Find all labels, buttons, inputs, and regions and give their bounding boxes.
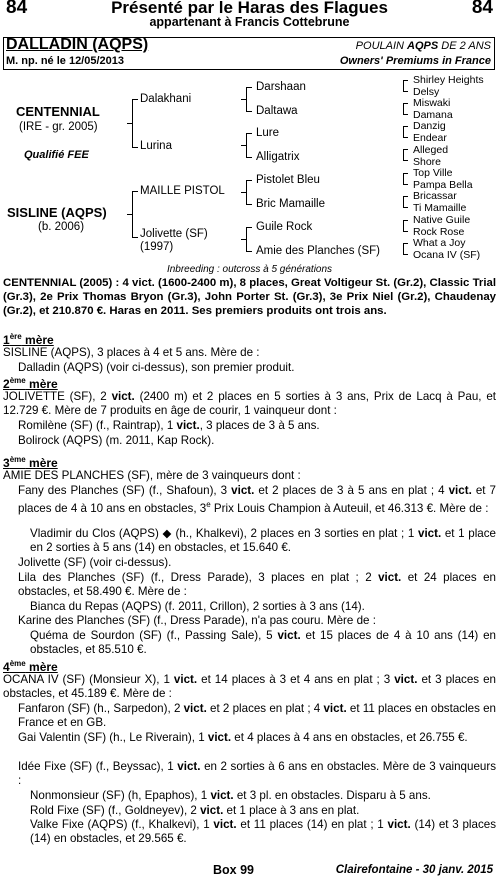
- bracket-tick: [241, 239, 246, 240]
- ped-g1-3: MAILLE PISTOL: [140, 185, 225, 197]
- bracket-g3: [403, 149, 408, 161]
- ped-g2-4: Alligatrix: [256, 151, 300, 163]
- ped-g3-7: Alleged: [413, 144, 449, 156]
- lot-number-right: 84: [471, 0, 493, 18]
- ped-g3-2: Delsy: [413, 86, 440, 98]
- box-number: Box 99: [213, 863, 254, 877]
- section-third-dam: 3ème mère: [3, 455, 58, 470]
- ped-g3-9: Top Ville: [413, 167, 453, 179]
- dam3-produce-1: Fany des Planches (SF) (f., Shafoun), 3 vict. et 2 places de 3 à 5 ans en plat ; 4 vict. et 7 places de 4 à 10 ans en obstacles, 3e Prix Louis Champion à Auteuil, et 46.313 €. Mère de :: [18, 484, 496, 516]
- ped-g3-3: Miswaki: [413, 97, 451, 109]
- dam3-produce-2: Jolivette (SF) (voir ci-dessus).: [18, 556, 172, 569]
- inbreeding-note: Inbreeding : outcross à 5 générations: [166, 264, 333, 275]
- bracket-g3: [403, 196, 408, 208]
- bracket-g3: [403, 80, 408, 92]
- dam2-line: JOLIVETTE (SF), 2 vict. (2400 m) et 2 places en 5 sorties à 3 ans, Prix de Lacq à Pau, et 12.729 €. Mère de 7 produits en âge de courir, 1 vainqueur dont :: [3, 390, 496, 418]
- bracket-g2: [246, 87, 252, 112]
- dam4-produce-2: Gai Valentin (SF) (h., Le Riverain), 1 vict. et 4 places à 4 ans en obstacles, et 26.755 €.: [18, 731, 468, 744]
- dam3-produce-4a: Quéma de Sourdon (SF) (f., Passing Sale), 5 vict. et 15 places de 4 à 10 ans (14) en obstacles, et 85.510 €.: [30, 629, 496, 657]
- section-second-dam: 2ème mère: [3, 376, 58, 391]
- consignor-title: Présenté par le Haras des Flagues: [111, 0, 388, 17]
- dam3-produce-3a: Bianca du Repas (AQPS) (f. 2011, Crillon), 2 sorties à 3 ans (14).: [30, 600, 365, 613]
- owners-premiums: Owners' Premiums in France: [339, 55, 491, 67]
- bracket-g3: [403, 173, 408, 185]
- bracket-g2: [246, 227, 252, 252]
- ped-g3-11: Bricassar: [413, 190, 457, 202]
- bracket-tick: [241, 192, 246, 193]
- bracket-g3: [403, 103, 408, 115]
- bracket-tick: [127, 123, 132, 124]
- ped-g2-8: Amie des Planches (SF): [256, 245, 380, 257]
- bracket-g3: [403, 220, 408, 232]
- ped-g3-16: Ocana IV (SF): [413, 249, 481, 261]
- dam-origin: (b. 2006): [38, 221, 85, 233]
- ped-g3-1: Shirley Heights: [413, 74, 484, 86]
- ped-g2-6: Bric Mamaille: [256, 198, 326, 210]
- dam4-produce-3c: Valke Fixe (AQPS) (f., Khalkevi), 1 vict. et 11 places (14) en plat ; 1 vict. (14) et 3 places (14) en obstacles, et 29.565 €.: [30, 818, 496, 846]
- dam3-produce-4: Karine des Planches (SF) (f., Dress Parade), n'a pas couru. Mère de :: [18, 614, 376, 627]
- lot-number-left: 84: [6, 0, 28, 18]
- sire-qualification: Qualifié FEE: [24, 149, 89, 161]
- horse-name: DALLADIN (AQPS): [6, 36, 149, 53]
- bracket-tick: [241, 145, 246, 146]
- ped-g3-4: Damana: [413, 109, 453, 121]
- ped-g3-13: Native Guile: [413, 214, 471, 226]
- dam4-produce-3b: Rold Fixe (SF) (f., Goldneyev), 2 vict. et 1 place à 3 ans en plat.: [30, 804, 360, 817]
- section-first-dam: 1ère mère: [3, 332, 54, 347]
- sire-name: CENTENNIAL: [16, 104, 100, 119]
- dam4-produce-1: Fanfaron (SF) (h., Sarpedon), 2 vict. et 2 places en plat ; 4 vict. et 11 places en obstacles en France et en GB.: [18, 702, 497, 730]
- ped-g1-1: Dalakhani: [140, 93, 192, 105]
- dam2-produce-2: Bolirock (AQPS) (m. 2011, Kap Rock).: [18, 434, 215, 447]
- ped-g1-5: (1997): [140, 241, 174, 253]
- section-fourth-dam: 4ème mère: [3, 659, 58, 674]
- ped-g3-15: What a Joy: [413, 237, 466, 249]
- ped-g3-6: Endear: [413, 132, 447, 144]
- ped-g3-12: Ti Mamaille: [413, 202, 467, 214]
- bracket-sire: [132, 99, 138, 148]
- dam4-produce-3: Idée Fixe (SF) (f., Beyssac), 1 vict. en 2 sorties à 6 ans en obstacles. Mère de 3 vainqueurs :: [18, 760, 496, 788]
- bracket-g2: [246, 180, 252, 205]
- dam2-produce-1: Romilène (SF) (f., Raintrap), 1 vict., 3 places de 3 à 5 ans.: [18, 419, 320, 432]
- dam3-produce-1a: Vladimir du Clos (AQPS) ◆ (h., Khalkevi), 2 places en 3 sorties en plat ; 1 vict. et 1 place en 2 sorties à 5 ans (14) en obstacles, et 15.640 €.: [30, 527, 496, 555]
- bracket-g3: [403, 243, 408, 255]
- dam4-produce-3a: Nonmonsieur (SF) (h, Epaphos), 1 vict. et 3 pl. en obstacles. Disparu à 5 ans.: [30, 789, 431, 802]
- birth-date: M. np. né le 12/05/2013: [6, 55, 125, 67]
- ped-g2-3: Lure: [256, 127, 280, 139]
- bracket-tick: [241, 99, 246, 100]
- dam-name: SISLINE (AQPS): [7, 205, 107, 220]
- ped-g3-10: Pampa Bella: [413, 179, 473, 191]
- ped-g2-5: Pistolet Bleu: [256, 174, 320, 186]
- bracket-g3: [403, 126, 408, 138]
- sire-origin: (IRE - gr. 2005): [19, 121, 98, 133]
- ped-g3-14: Rock Rose: [413, 226, 465, 238]
- bracket-tick: [127, 214, 132, 215]
- ped-g3-5: Danzig: [413, 120, 446, 132]
- sire-stats: CENTENNIAL (2005) : 4 vict. (1600-2400 m), 8 places, Great Voltigeur St. (Gr.2), Classic Trial (Gr.3), 2e Prix Thomas Bryon (Gr.3), John Porter St. (Gr.3), 3e Prix Niel (Gr.2), Chaudenay (Gr.2), et 210.870 €. Haras en 2011. Ses premiers produits ont trois ans.: [3, 277, 496, 318]
- dam1-produce: Dalladin (AQPS) (voir ci-dessus), son premier produit.: [18, 361, 295, 374]
- sex-age-label: POULAIN AQPS DE 2 ANS: [355, 40, 491, 52]
- dam1-line: SISLINE (AQPS), 3 places à 4 et 5 ans. Mère de :: [3, 346, 260, 359]
- dam4-line: OCANA IV (SF) (Monsieur X), 1 vict. et 14 places à 3 et 4 ans en plat ; 3 vict. et 3 places en obstacles, et 45.189 €. Mère de :: [3, 673, 496, 701]
- sale-info: Clairefontaine - 30 janv. 2015: [335, 864, 493, 876]
- ped-g1-4: Jolivette (SF): [140, 228, 208, 240]
- ped-g2-7: Guile Rock: [256, 221, 313, 233]
- owner-subtitle: appartenant à Francis Cottebrune: [149, 15, 350, 29]
- dam3-produce-3: Lila des Planches (SF) (f., Dress Parade), 3 places en plat ; 2 vict. et 24 places en obstacles, et 58.490 €. Mère de :: [18, 571, 496, 599]
- ped-g2-1: Darshaan: [256, 81, 306, 93]
- ped-g1-2: Lurina: [140, 140, 172, 152]
- bracket-dam: [132, 191, 138, 238]
- dam3-line: AMIE DES PLANCHES (SF), mère de 3 vainqueurs dont :: [3, 469, 301, 482]
- ped-g2-2: Daltawa: [256, 105, 298, 117]
- ped-g3-8: Shore: [413, 156, 442, 168]
- bracket-g2: [246, 133, 252, 158]
